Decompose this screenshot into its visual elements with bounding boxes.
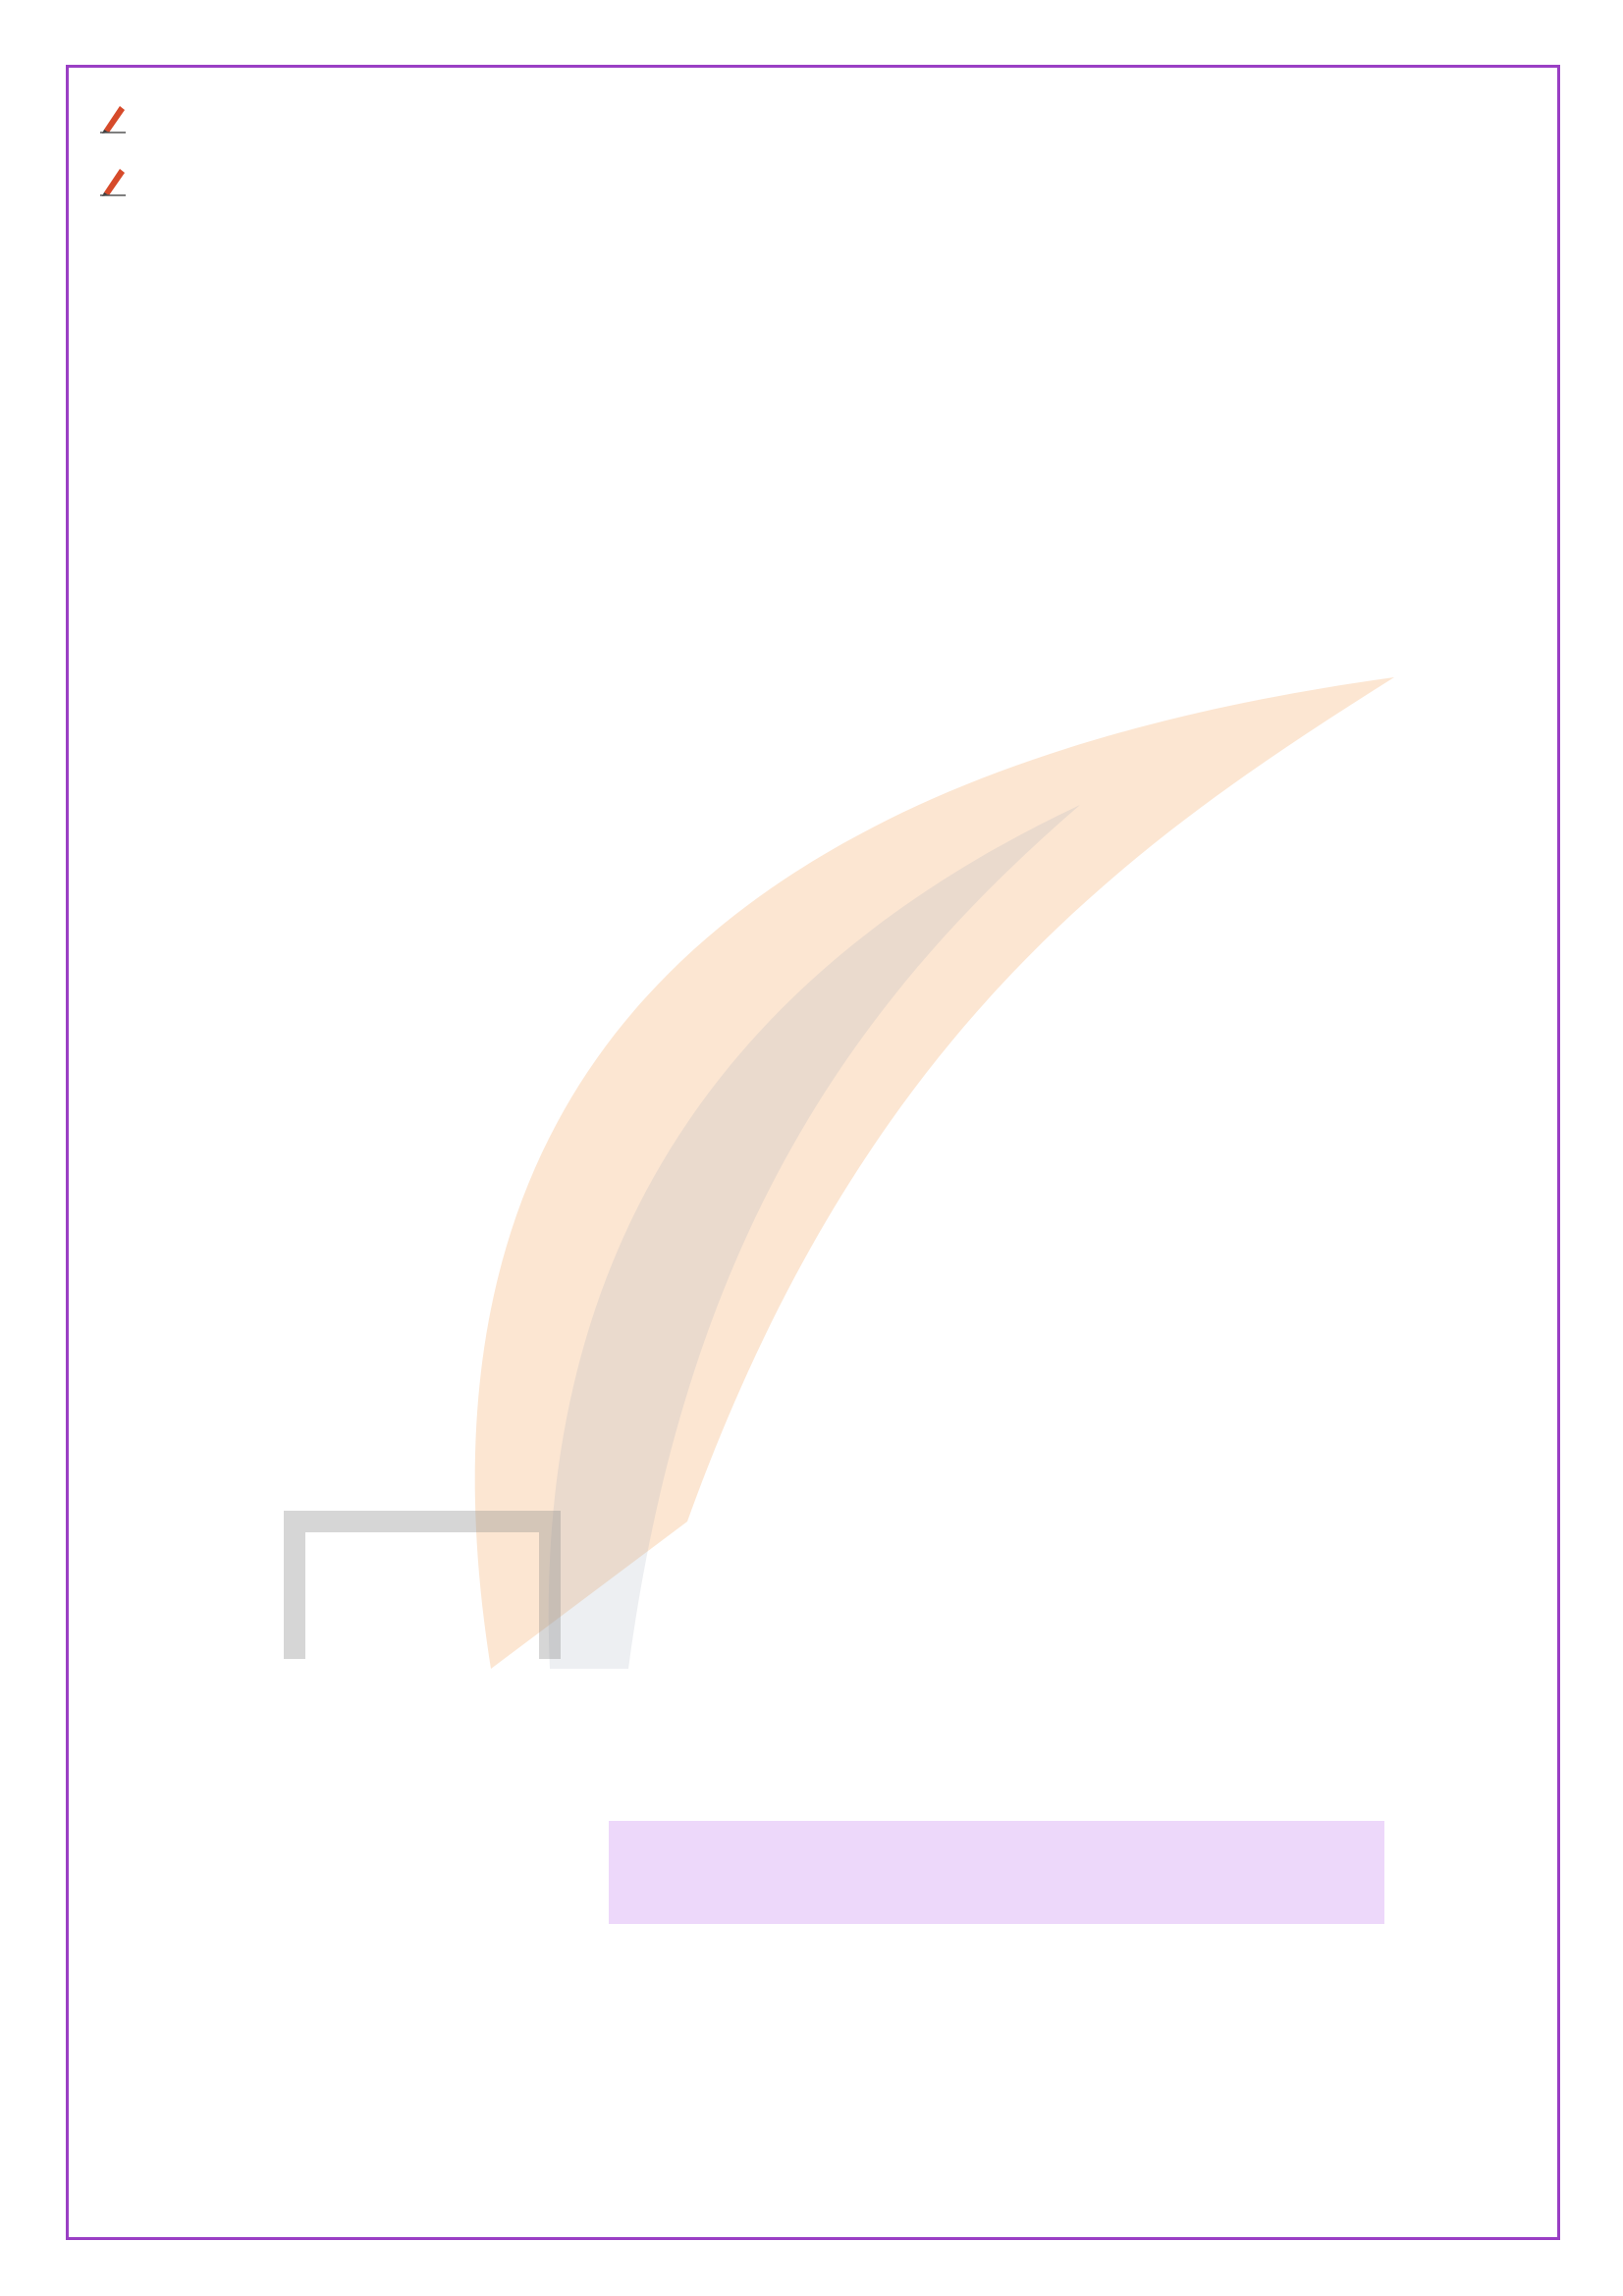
pencil-icon [98, 100, 128, 133]
page-border [66, 65, 1560, 2240]
answer-2-heading [98, 163, 1532, 196]
answer-1-heading [98, 100, 1532, 133]
pencil-icon [98, 163, 128, 196]
page-content [98, 79, 1532, 196]
